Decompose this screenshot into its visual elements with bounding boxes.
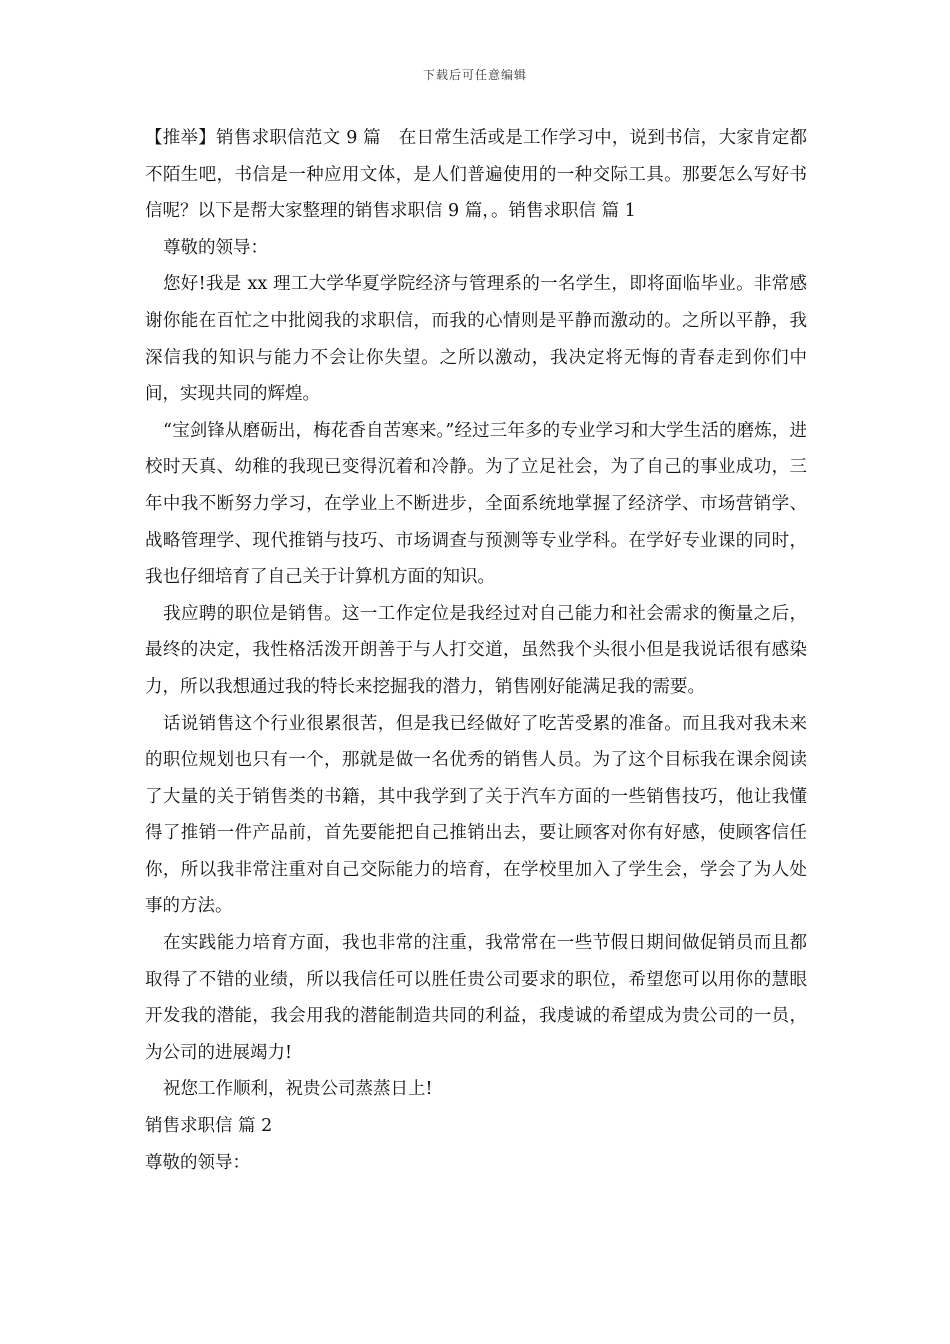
letter1-paragraph-4: 话说销售这个行业很累很苦，但是我已经做好了吃苦受累的准备。而且我对我未来的职位规划也只有一个，那就是做一名优秀的销售人员。为了这个目标我在课余阅读了大量的关于销售类的书籍，其中我学到了关于汽车方面的一些销售技巧，他让我懂得了推销一件产品前，首先要能把自己推销出去，要让顾客对你有好感，使顾客信任你，所以我非常注重对自己交际能力的培育，在学校里加入了学生会，学会了为人处事的方法。: [145, 713, 807, 917]
letter1-closing: 祝您工作顺利，祝贵公司蒸蒸日上!: [163, 1079, 433, 1100]
document-body: [145, 120, 807, 1181]
letter1-paragraph-3: 我应聘的职位是销售。这一工作定位是我经过对自己能力和社会需求的衡量之后，最终的决定，我性格活泼开朗善于与人打交道，虽然我个头很小但是我说话很有感染力，所以我想通过我的特长来挖掘我的潜力，销售刚好能满足我的需要。: [145, 603, 807, 697]
letter1-paragraph-1: 您好!我是 xx 理工大学华夏学院经济与管理系的一名学生，即将面临毕业。非常感谢你能在百忙之中批阅我的求职信，而我的心情则是平静而激动的。之所以平静，我深信我的知识与能力不会让你失望。之所以激动，我决定将无悔的青春走到你们中间，实现共同的辉煌。: [145, 274, 807, 405]
letter1-salutation: 尊敬的领导：: [163, 237, 268, 258]
letter1-paragraph-2: “宝剑锋从磨砺出，梅花香自苦寒来。”经过三年多的专业学习和大学生活的磨炼，进校时天真、幼稚的我现已变得沉着和冷静。为了立足社会，为了自己的事业成功，三年中我不断努力学习，在学业上不断进步，全面系统地掌握了经济学、市场营销学、战略管理学、现代推销与技巧、市场调查与预测等专业学科。在学好专业课的同时，我也仔细培育了自己关于计算机方面的知识。: [145, 420, 807, 588]
letter1-paragraph-5: 在实践能力培育方面，我也非常的注重，我常常在一些节假日期间做促销员而且都取得了不错的业绩，所以我信任可以胜任贵公司要求的职位，希望您可以用你的慧眼开发我的潜能，我会用我的潜能制造共同的利益，我虔诚的希望成为贵公司的一员，为公司的进展竭力!: [145, 933, 807, 1063]
intro-paragraph: 【推举】销售求职信范文 9 篇 在日常生活或是工作学习中，说到书信，大家肯定都不陌生吧，书信是一种应用文体，是人们普遍使用的一种交际工具。那要怎么写好书信呢？以下是帮大家整理的销售求职信 9 篇，。销售求职信 篇 1: [145, 128, 807, 222]
letter2-salutation: 尊敬的领导：: [145, 1152, 250, 1173]
letter2-title: 销售求职信 篇 2: [145, 1116, 273, 1137]
page-header: 下载后可任意编辑: [422, 68, 527, 82]
